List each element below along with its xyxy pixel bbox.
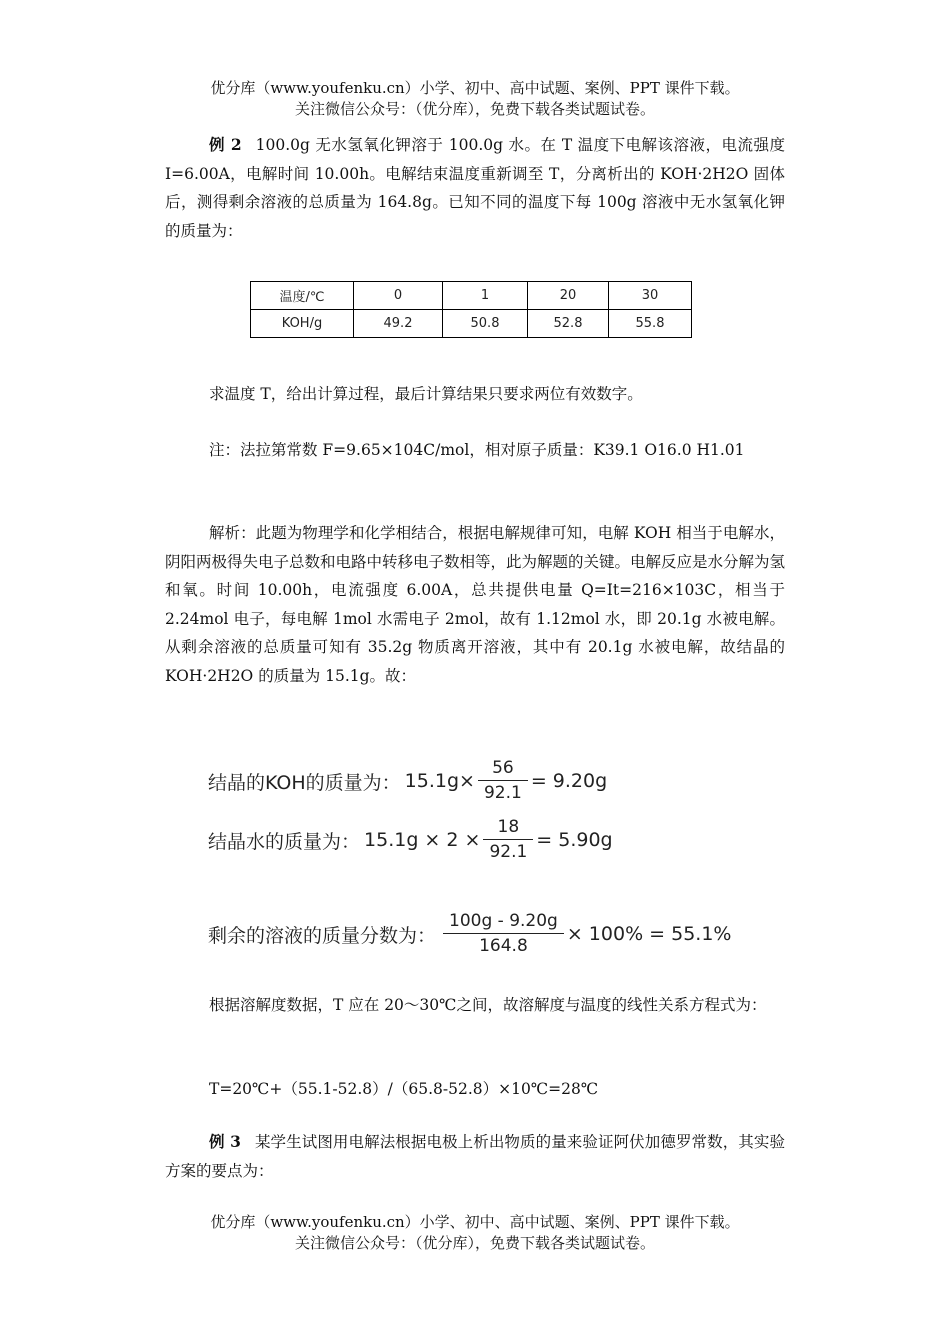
table-cell: 1: [443, 282, 528, 310]
formula-label: 剩余的溶液的质量分数为：: [208, 924, 437, 947]
example-2-paragraph: [165, 131, 785, 245]
table-cell: 20: [528, 282, 609, 310]
fraction-denominator: 92.1: [483, 839, 533, 863]
formula-result: = 9.20g: [530, 770, 608, 792]
example-2-text: 100.0g 无水氢氧化钾溶于 100.0g 水。在 T 温度下电解该溶液，电流强度 I=6.00A，电解时间 10.00h。电解结束温度重新调至 T，分离析出的 KOH·2H2O 固体后，测得剩余溶液的总质量为 164.8g。已知不同的温度下每 100g 溶液中无水氢氧化钾的质量为：: [165, 136, 785, 240]
formula-koh-mass: [208, 758, 607, 804]
formula-label: 结晶水的质量为：: [208, 830, 361, 853]
note-paragraph: 注：法拉第常数 F=9.65×104C/mol，相对原子质量：K39.1 O16.0 H1.01: [209, 441, 745, 459]
fraction: [481, 758, 525, 804]
table-cell: 55.8: [609, 310, 692, 338]
fraction-denominator: 164.8: [443, 933, 564, 957]
fraction: [446, 911, 561, 957]
fraction-numerator: 100g - 9.20g: [449, 911, 558, 931]
table-cell: 49.2: [354, 310, 443, 338]
formula-result: × 100% = 55.1%: [566, 923, 732, 945]
formula-water-mass: [208, 817, 613, 863]
formula-label: 结晶的KOH的质量为：: [208, 771, 401, 794]
fraction: [486, 817, 530, 863]
question-paragraph: 求温度 T，给出计算过程，最后计算结果只要求两位有效数字。: [209, 385, 643, 403]
example-2-label: 例 2: [209, 135, 242, 154]
table-cell: 50.8: [443, 310, 528, 338]
table-row: [251, 310, 692, 338]
footer-line-1: 优分库（www.youfenku.cn）小学、初中、高中试题、案例、PPT 课件下载。: [210, 1213, 740, 1231]
fraction-numerator: 18: [497, 817, 520, 837]
koh-solubility-table: [250, 281, 692, 338]
formula-mass-fraction: [208, 911, 731, 957]
table-row: [251, 282, 692, 310]
header-line-1: 优分库（www.youfenku.cn）小学、初中、高中试题、案例、PPT 课件下载。: [210, 79, 740, 97]
header-line-2: 关注微信公众号：（优分库），免费下载各类试题试卷。: [294, 100, 655, 118]
fraction-numerator: 56: [492, 758, 514, 778]
example-3-label: 例 3: [209, 1132, 241, 1151]
formula-prefix: 15.1g×: [404, 770, 475, 792]
table-header-koh: KOH/g: [251, 310, 354, 338]
formula-prefix: 15.1g × 2 ×: [364, 829, 481, 851]
formula-result: = 5.90g: [536, 829, 613, 851]
analysis-paragraph: 解析：此题为物理学和化学相结合，根据电解规律可知，电解 KOH 相当于电解水，阴阳两极得失电子总数和电路中转移电子数相等，此为解题的关键。电解反应是水分解为氢和氧。时间 10.00h，电流强度 6.00A，总共提供电量 Q=It=216×103C，相当于 2.24mol 电子，每电解 1mol 水需电子 2mol，故有 1.12mol 水，即 20.1g 水被电解。从剩余溶液的总质量可知有 35.2g 物质离开溶液，其中有 20.1g 水被电解，故结晶的 KOH·2H2O 的质量为 15.1g。故：: [165, 524, 786, 685]
table-header-temp: 温度/℃: [251, 282, 354, 310]
solubility-paragraph: 根据溶解度数据，T 应在 20～30℃之间，故溶解度与温度的线性关系方程式为：: [209, 996, 767, 1014]
footer-line-2: 关注微信公众号：（优分库），免费下载各类试题试卷。: [294, 1234, 655, 1252]
example-3-paragraph: [165, 1128, 785, 1185]
table-cell: 0: [354, 282, 443, 310]
temperature-equation: T=20℃+（55.1-52.8）/（65.8-52.8）×10℃=28℃: [209, 1080, 599, 1098]
table-cell: 52.8: [528, 310, 609, 338]
fraction-denominator: 92.1: [478, 780, 528, 804]
example-3-text: 某学生试图用电解法根据电极上析出物质的量来验证阿伏加德罗常数，其实验方案的要点为：: [165, 1133, 785, 1180]
table-cell: 30: [609, 282, 692, 310]
